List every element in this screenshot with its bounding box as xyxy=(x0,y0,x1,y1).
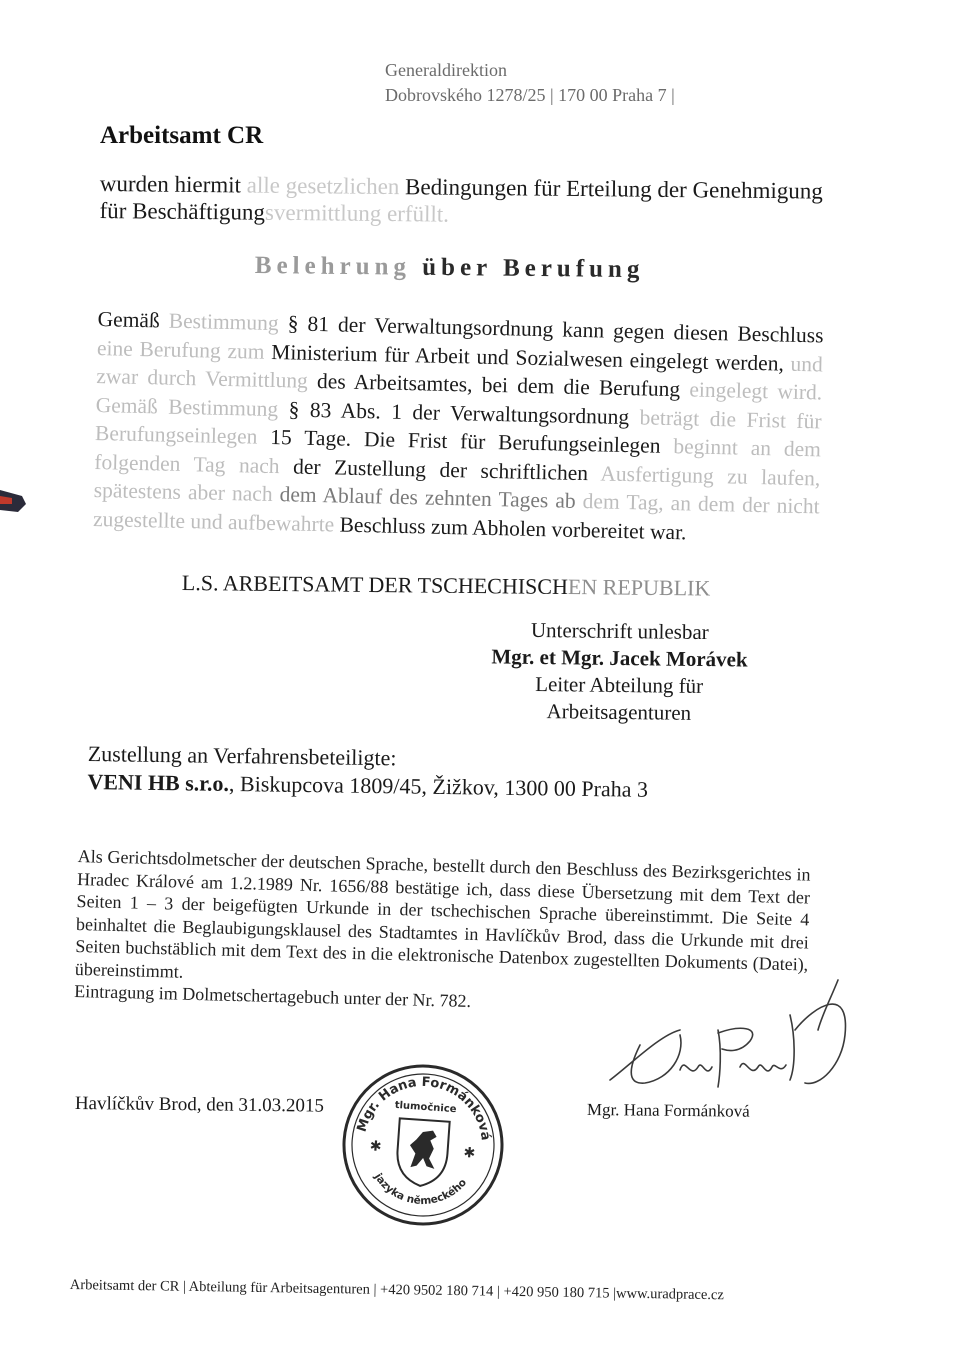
instr-segment: 15 Tage. Die Frist für Berufungseinlegen xyxy=(270,424,674,459)
star-icon: ✱ xyxy=(369,1138,383,1156)
header-org-line1: Generaldirektion xyxy=(385,60,507,80)
header-org-line2: Dobrovského 1278/25 | 170 00 Praha 7 | xyxy=(385,85,675,105)
translator-name: Mgr. Hana Formánková xyxy=(586,1100,750,1121)
delivery-label: Zustellung an Verfahrensbeteiligte: xyxy=(87,740,397,771)
header-org xyxy=(385,58,675,108)
translator-stamp xyxy=(334,1056,511,1233)
instr-segment: dem Ablauf des zehnten Tages ab xyxy=(279,482,583,514)
handwritten-signature xyxy=(590,975,850,1105)
ls-text-faded: EN REPUBLIK xyxy=(567,574,711,601)
instr-faded-segment: eine Berufung zum xyxy=(96,335,272,364)
intro-text: wurden hiermit xyxy=(99,170,247,198)
lion-icon xyxy=(408,1129,437,1169)
instr-segment: § 83 Abs. 1 der Verwaltungsordnung xyxy=(288,396,640,429)
instr-faded-segment: dem Tag, an dem der nicht zugestellte und aufbewahrte xyxy=(92,489,820,537)
section-title-faded: Belehrung xyxy=(254,252,412,281)
intro-paragraph xyxy=(99,170,830,232)
star-icon: ✱ xyxy=(462,1144,476,1162)
section-title-rest: über Berufung xyxy=(410,253,645,284)
signature-note: Unterschrift unlesbar xyxy=(530,617,709,645)
instr-segment: Gemäß xyxy=(97,306,170,333)
appeal-instructions xyxy=(93,305,824,549)
ls-text: L.S. ARBEITSAMT DER TSCHECHISCH xyxy=(181,570,569,600)
ls-line xyxy=(182,570,711,602)
footer-contact: Arbeitsamt der CR | Abteilung für Arbeitsagenturen | +420 9502 180 714 | +420 950 180 715 |www.uradprace.cz xyxy=(69,1277,724,1304)
stamp-sub-text: tlumočnice xyxy=(394,1099,457,1116)
instr-segment: der Zustellung der schriftlichen xyxy=(292,453,601,485)
stamp-top-text: Mgr. Hana Formánková xyxy=(354,1074,493,1142)
delivery-company: VENI HB s.r.o. xyxy=(87,768,230,796)
intro-faded-text: svermittlung erfüllt. xyxy=(264,199,450,227)
agency-name: Arbeitsamt CR xyxy=(100,122,264,149)
certification-entry: Eintragung im Dolmetschertagebuch unter der Nr. 782. xyxy=(74,980,472,1011)
delivery-address: , Biskupcova 1809/45, Žižkov, 1300 00 Praha 3 xyxy=(228,770,649,802)
instr-segment: Beschluss zum Abholen vorbereitet war. xyxy=(339,512,687,544)
instr-segment: des Arbeitsamtes, bei dem die Berufung xyxy=(316,368,690,402)
instr-faded-segment: und zwar durch Vermittlung xyxy=(96,351,824,393)
signatory-block xyxy=(469,616,770,728)
delivery-block xyxy=(87,740,648,804)
intro-text: für Beschäftigung xyxy=(99,197,266,225)
instr-faded-segment: beginnt an dem folgenden Tag nach xyxy=(94,434,822,478)
intro-faded-text: alle gesetzlichen xyxy=(246,172,406,200)
instr-segment: § 81 der Verwaltungsordnung kann gegen diesen Beschluss xyxy=(278,311,824,348)
instr-faded-segment: eingelegt wird. Gemäß Bestimmung xyxy=(95,377,823,421)
signatory-position: Leiter Abteilung für Arbeitsagenturen xyxy=(535,671,704,725)
intro-text: Bedingungen für Erteilung der Genehmigung xyxy=(404,174,823,204)
instr-faded-segment: Ausfertigung zu laufen, spätestens aber nach xyxy=(93,460,821,507)
instr-segment: Ministerium für Arbeit und Sozialwesen eingelegt werden, xyxy=(270,339,791,376)
binder-hole-icon xyxy=(0,482,28,518)
certification-text: Als Gerichtsdolmetscher der deutschen Sprache, bestellt durch den Beschluss des Bezirksgerichtes in Hradec Králové am 1.2.1989 Nr. 1656/88 bestätige ich, dass diese Übersetzung mit dem Text der Seiten 1 – 3 der beigefügten Urkunde in der tschechischen Sprache übereinstimmt. Die Seite 4 beinhaltet die Beglaubigungsklausel des Stadtamtes in Havlíčkův Brod, dass die Urkunde mit drei Seiten buchstäblich mit dem Text des in die elektronische Datenbox zugestellten Dokuments (Datei), übereinstimmt. xyxy=(74,845,811,982)
stamp-bottom-text: jazyka německého xyxy=(371,1171,470,1208)
signatory-name: Mgr. et Mgr. Jacek Morávek xyxy=(491,644,748,672)
section-title xyxy=(255,252,645,284)
instr-faded-segment: Bestimmung xyxy=(168,308,279,336)
instr-faded-segment: beträgt die Frist für Berufungseinlegen xyxy=(94,404,822,449)
place-date: Havlíčkův Brod, den 31.03.2015 xyxy=(74,1093,325,1117)
